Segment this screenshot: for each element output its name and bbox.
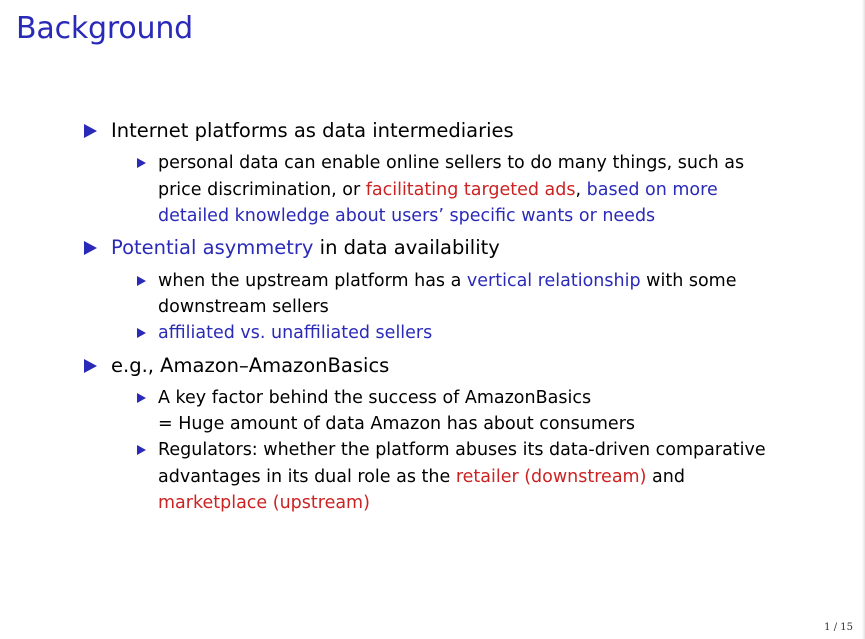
bullet-3-sub-1-line-2: = Huge amount of data Amazon has about consumers bbox=[158, 414, 636, 434]
bullet-2-sub-2-line-1: affiliated vs. unaffiliated sellers bbox=[158, 323, 433, 343]
bullet-triangle-icon bbox=[84, 124, 97, 138]
bullet-1-sub-1-line-2: price discrimination, or facilitating targeted ads, based on more bbox=[158, 180, 718, 200]
sub-bullet-triangle-icon bbox=[137, 445, 146, 455]
page-number: 1 / 15 bbox=[824, 622, 853, 633]
bullet-2-text: Potential asymmetry in data availability bbox=[111, 236, 500, 259]
bullet-3-sub-1-line-1: A key factor behind the success of AmazonBasics bbox=[158, 388, 592, 408]
bullet-2-sub-1-line-2: downstream sellers bbox=[158, 297, 329, 317]
bullet-1-sub-1-line-3: detailed knowledge about users’ specific wants or needs bbox=[158, 206, 656, 226]
bullet-1-sub-1-line-1: personal data can enable online sellers to do many things, such as bbox=[158, 153, 745, 173]
bullet-1-text: Internet platforms as data intermediaries bbox=[111, 119, 514, 142]
bullet-triangle-icon bbox=[84, 241, 97, 255]
sub-bullet-triangle-icon bbox=[137, 276, 146, 286]
bullet-3-sub-2-line-2: advantages in its dual role as the retailer (downstream) and bbox=[158, 467, 685, 487]
sub-bullet-triangle-icon bbox=[137, 328, 146, 338]
bullet-3-text: e.g., Amazon–AmazonBasics bbox=[111, 354, 390, 377]
sub-bullet-triangle-icon bbox=[137, 393, 146, 403]
sub-bullet-triangle-icon bbox=[137, 158, 146, 168]
slide-title: Background bbox=[16, 11, 193, 46]
bullet-3-sub-2-line-3: marketplace (upstream) bbox=[158, 493, 370, 513]
bullet-triangle-icon bbox=[84, 359, 97, 373]
bullet-3-sub-2-line-1: Regulators: whether the platform abuses its data-driven comparative bbox=[158, 440, 766, 460]
bullet-2-sub-1-line-1: when the upstream platform has a vertical relationship with some bbox=[158, 271, 737, 291]
